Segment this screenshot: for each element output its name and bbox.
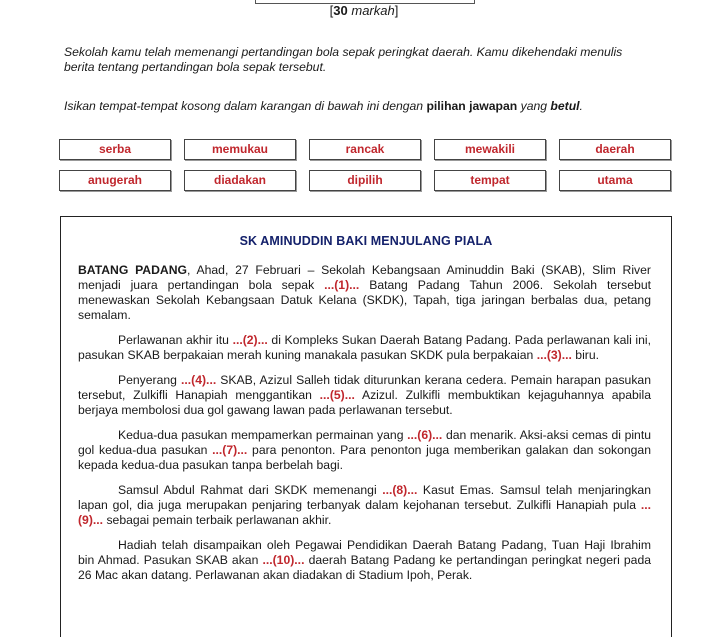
instruction-bold-1: pilihan jawapan bbox=[426, 99, 518, 113]
paragraph-4 bbox=[78, 428, 651, 473]
choice-row-2 bbox=[59, 170, 671, 191]
blank-6[interactable]: ...(6)... bbox=[407, 428, 443, 442]
article-title: SK AMINUDDIN BAKI MENJULANG PIALA bbox=[239, 234, 493, 248]
paragraph-5 bbox=[78, 483, 651, 528]
instruction-suffix: . bbox=[579, 99, 583, 113]
blank-8[interactable]: ...(8)... bbox=[382, 483, 418, 497]
choice-tempat[interactable]: tempat bbox=[434, 170, 546, 191]
dateline: BATANG PADANG bbox=[78, 263, 187, 277]
blank-7[interactable]: ...(7)... bbox=[212, 443, 248, 457]
p2-text-c: biru. bbox=[571, 348, 600, 362]
choice-row-1 bbox=[59, 139, 671, 160]
choice-mewakili[interactable]: mewakili bbox=[434, 139, 546, 160]
choice-utama[interactable]: utama bbox=[559, 170, 671, 191]
choice-anugerah[interactable]: anugerah bbox=[59, 170, 171, 191]
blank-9[interactable]: ...(9)... bbox=[78, 498, 651, 527]
p3-text-a: Penyerang bbox=[118, 373, 181, 387]
answer-choices bbox=[59, 139, 671, 201]
choice-daerah[interactable]: daerah bbox=[559, 139, 671, 160]
instruction-text bbox=[64, 99, 684, 113]
p3-text-b: SKAB, Azizul Salleh tidak diturunkan kerana cedera. Pemain harapan pasukan tersebut, Zulkifli Hanapiah menggantikan bbox=[78, 373, 651, 402]
choice-diadakan[interactable]: diadakan bbox=[184, 170, 296, 191]
p5-text-b: Kasut Emas. Samsul telah menjaringkan lapan gol, dia juga merupakan penjaring terbanyak dalam kejohanan tersebut. Zulkifli Hanapiah pula bbox=[78, 483, 651, 512]
paragraph-3 bbox=[78, 373, 651, 418]
blank-4[interactable]: ...(4)... bbox=[181, 373, 217, 387]
p5-text-a: Samsul Abdul Rahmat dari SKDK memenangi bbox=[118, 483, 383, 497]
blank-5[interactable]: ...(5)... bbox=[319, 388, 355, 402]
choice-memukau[interactable]: memukau bbox=[184, 139, 296, 160]
p1-text-a: , Ahad, 27 Februari – Sekolah Kebangsaan Aminuddin Baki (SKAB), Slim River menjadi juara pertandingan bola sepak bbox=[78, 263, 651, 292]
marks-unit: markah bbox=[351, 3, 395, 18]
p4-text-b: dan menarik. Aksi-aksi cemas di pintu gol kedua-dua pasukan bbox=[78, 428, 652, 457]
paragraph-6 bbox=[78, 538, 651, 583]
paragraph-1 bbox=[78, 263, 651, 323]
intro-line-1: Sekolah kamu telah memenangi pertandingan bola sepak peringkat daerah. Kamu dikehendaki menulis bbox=[64, 45, 623, 59]
instruction-bold-2: betul bbox=[550, 99, 580, 113]
blank-3[interactable]: ...(3)... bbox=[536, 348, 572, 362]
instruction-middle: yang bbox=[517, 99, 551, 113]
p5-text-c: sebagai pemain terbaik perlawanan akhir. bbox=[103, 513, 332, 527]
p2-text-a: Perlawanan akhir itu bbox=[118, 333, 233, 347]
blank-1[interactable]: ...(1)... bbox=[324, 278, 360, 292]
intro-line-2: berita tentang pertandingan bola sepak tersebut. bbox=[64, 60, 327, 74]
blank-2[interactable]: ...(2)... bbox=[232, 333, 268, 347]
choice-dipilih[interactable]: dipilih bbox=[309, 170, 421, 191]
intro-text bbox=[64, 45, 674, 75]
p6-text-a: Hadiah telah disampaikan oleh Pegawai Pendidikan Daerah Batang Padang, Tuan Haji Ibrahim bin Ahmad. Pasukan SKAB akan bbox=[78, 538, 651, 567]
p4-text-c: para penonton. Para penonton juga memberikan galakan dan sokongan kepada kedua-dua pasukan tanpa berbelah bagi. bbox=[78, 443, 651, 472]
marks-number: 30 bbox=[333, 3, 348, 18]
p2-text-b: di Kompleks Sukan Daerah Batang Padang. Pada perlawanan kali ini, pasukan SKAB berpakaian merah kuning manakala pasukan SKDK pula berpakaian bbox=[78, 333, 652, 362]
p6-text-b: daerah Batang Padang ke pertandingan peringkat negeri pada 26 Mac akan datang. Perlawanan akan diadakan di Stadium Ipoh, Perak. bbox=[78, 553, 652, 582]
choice-serba[interactable]: serba bbox=[59, 139, 171, 160]
instruction-prefix: Isikan tempat-tempat kosong dalam karangan di bawah ini dengan bbox=[64, 99, 427, 113]
blank-10[interactable]: ...(10)... bbox=[262, 553, 305, 567]
marks-label: [30 markah] bbox=[329, 3, 399, 18]
p1-text-b: Batang Padang Tahun 2006. Sekolah tersebut menewaskan Sekolah Kebangsaan Datuk Kelana (SKDK), Tapah, tiga jaringan berbalas dua, petang semalam. bbox=[78, 278, 651, 322]
article-box bbox=[60, 216, 672, 637]
p3-text-c: Azizul. Zulkifli membuktikan kejaguhannya apabila berjaya membolosi dua gol gawang lawan pada perlawanan tersebut. bbox=[78, 388, 651, 417]
p4-text-a: Kedua-dua pasukan mempamerkan permainan yang bbox=[118, 428, 408, 442]
choice-rancak[interactable]: rancak bbox=[309, 139, 421, 160]
paragraph-2 bbox=[78, 333, 651, 363]
article-body bbox=[78, 263, 651, 593]
